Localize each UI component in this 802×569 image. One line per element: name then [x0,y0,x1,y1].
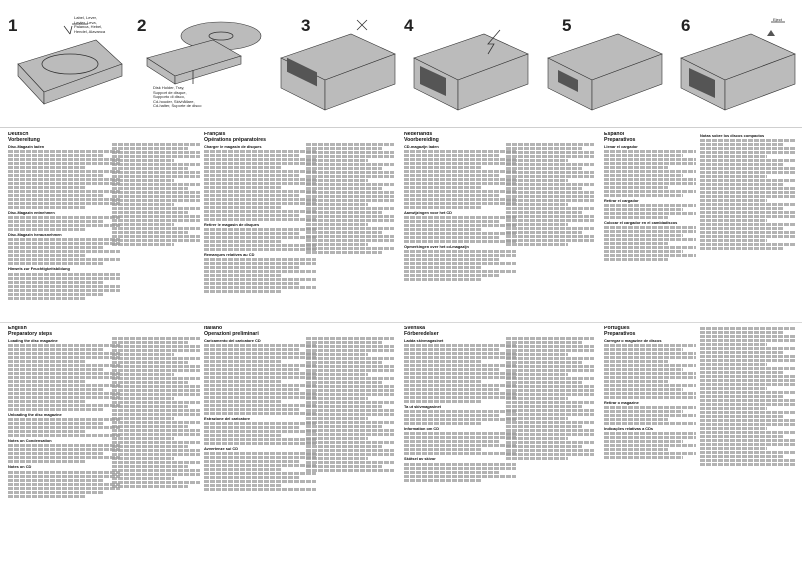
callout-line: Cd-houder, Skivhållare, [153,98,195,104]
section-heading: Notes on CD [8,464,32,470]
step-2-panel [133,0,267,128]
step-3-panel [267,0,400,128]
cd-changer-illustration [534,0,667,128]
illustration-strip [0,0,802,128]
section-heading: Ladda skivmagasinet [404,338,444,344]
section-heading: Remarques relatives au CD [204,252,255,258]
column-deutsch-continued [112,142,200,247]
column-deutsch [8,132,120,301]
step-4-panel [400,0,534,128]
step-1-number: 1 [8,16,18,35]
section-heading: Retirar el cargador [604,198,639,204]
section-subtitle: Vorbereitung [8,136,40,143]
section-heading: Skötsel av skivor [404,456,436,462]
language-title: Français [204,132,226,137]
section-heading: Notes on Condensation [8,438,52,444]
language-title: Deutsch [8,132,29,137]
section-subtitle: Voorbereiding [404,136,439,143]
column-francais-continued [306,142,394,255]
language-row-divider [0,322,802,323]
section-heading: Llenar el cargador [604,144,638,150]
column-svenska-continued [506,336,594,461]
cd-changer-illustration [400,0,534,128]
section-subtitle: Operazioni preliminari [204,330,259,337]
column-english-continued [112,336,200,489]
step-2-number: 2 [137,16,147,35]
section-subtitle: Preparativos [604,136,636,143]
cd-changer-illustration [267,0,400,128]
section-subtitle: Förberedelser [404,330,439,337]
callout-line: Label, Lever, [74,15,97,20]
section-subtitle: Opérations préparatoires [204,136,266,143]
language-title: Italiano [204,326,223,331]
step-5-panel [534,0,667,128]
column-nederlands-continued [506,142,594,247]
column-portugues [604,326,696,460]
section-heading: Avvertenze sui CD [204,446,239,452]
language-title: Português [604,326,630,331]
step-3-number: 3 [301,16,311,35]
section-heading: Carregar o magazine de discos [604,338,662,344]
column-portugues-continued [700,326,796,467]
section-heading: Retirer le magasin de disques [204,222,260,228]
section-heading: Indicações relativas a CDs [604,426,654,432]
section-heading: Information om CD [404,426,440,432]
column-english [8,326,120,499]
callout-line: Supporto di disco, [153,94,186,100]
section-heading: Notas sobre los discos compactos [700,133,765,138]
section-heading: Unloading the disc magazine [8,412,62,418]
column-svenska [404,326,516,483]
section-heading: Aanwijzingen voor het CD [404,210,452,216]
step-2-callout [153,86,201,109]
disc-magazine-illustration [0,0,133,128]
section-heading: Estrazione del caricatore [204,416,251,422]
section-heading: Caricamento del caricatore CD [204,338,261,344]
section-heading: Disc-Magazin entnehmen [8,210,55,216]
section-heading: Disc-Magazin herausnehmen [8,232,62,238]
callout-line: Cd-halter, Suporte de disco [153,103,202,109]
section-subtitle: Preparatory steps [8,330,53,337]
callout-line: Support de disque, [153,89,187,95]
section-heading: Disc-Magazin laden [8,144,45,150]
eject-label: Eject [773,17,782,22]
step-6-panel [667,0,802,128]
section-heading: Colocar el cargador en el cambiadiscos [604,220,678,226]
cd-changer-illustration [667,0,802,128]
step-5-number: 5 [562,16,572,35]
section-heading: Ta ut skivmagasinet [404,404,441,410]
column-italiano-continued [306,336,394,473]
strip-divider [0,127,802,128]
section-heading: Opmerkingen over het cd-magazijn [404,244,469,250]
column-espanol-continued [700,132,796,251]
section-heading: Hinweis zur Feuchtigkeitsbildung [8,266,70,272]
column-espanol [604,132,696,262]
language-title: Nederlands [404,132,433,137]
callout-line: Disk Holder, Tray, [153,85,185,90]
language-title: Svenska [404,326,426,331]
callout-line: Palanca, Hebel, [74,24,103,30]
section-heading: Retirar o magazine [604,400,639,406]
section-heading: CD-magazijn laden [404,144,439,150]
language-title: English [8,326,27,331]
callout-line: Hendel, Alavanca [74,28,106,34]
column-nederlands [404,132,516,282]
section-subtitle: Preparativos [604,330,636,337]
column-francais [204,132,316,294]
step-4-number: 4 [404,16,414,35]
step-1-panel [0,0,133,128]
step-6-number: 6 [681,16,691,35]
callout-line: Levier, Leva, [74,19,97,25]
column-italiano [204,326,316,492]
section-heading: Loading the disc magazine [8,338,58,344]
section-heading: Charger le magasin de disques [204,144,262,150]
language-title: Español [604,132,625,137]
